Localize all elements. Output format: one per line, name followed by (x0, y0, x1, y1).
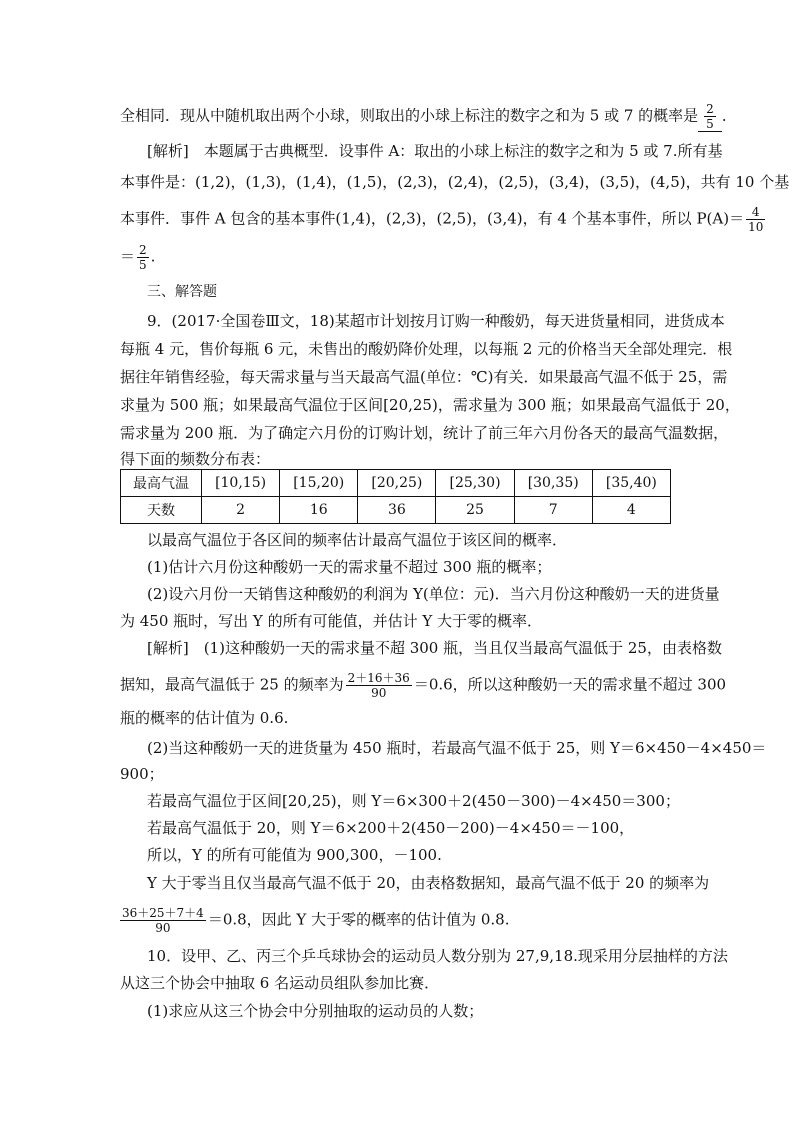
interval-cell: [35,40) (592, 470, 670, 497)
solution-line: [解析] (1)这种酸奶一天的需求量不超 300 瓶，当且仅当最高气温低于 25，由表格数 (147, 639, 722, 657)
table-row (121, 497, 671, 524)
fraction-numerator: 2＋16＋36 (347, 671, 410, 685)
solution-line: [解析] 本题属于古典概型．设事件 A：取出的小球上标注的数字之和为 5 或 7.所有基 (147, 142, 723, 160)
interval-cell: [30,35) (514, 470, 592, 497)
solution-text: ＝0.6，所以这种酸奶一天的需求量不超过 300 (413, 675, 727, 694)
question-line: 9．(2017·全国卷Ⅲ文，18)某超市计划按月订购一种酸奶，每天进货量相同，进货成本 (147, 312, 725, 330)
solution-line: 瓶的概率的估计值为 0.6. (120, 709, 289, 727)
question-line: 为 450 瓶时，写出 Y 的所有可能值，并估计 Y 大于零的概率． (120, 612, 543, 630)
count-cell: 2 (202, 497, 280, 524)
fraction-numerator: 2 (706, 102, 714, 116)
solution-line: Y 大于零当且仅当最高气温不低于 20，由表格数据知，最高气温不低于 20 的频率为 (147, 874, 710, 892)
interval-cell: [10,15) (202, 470, 280, 497)
question-line: 得下面的频数分布表： (120, 450, 271, 468)
fraction-denominator: 5 (139, 258, 147, 272)
solution-text: ＝0.8，因此 Y 大于零的概率的估计值为 0.8. (207, 910, 510, 929)
frequency-fraction (120, 906, 206, 935)
table-header-row (121, 470, 671, 497)
equals-sign: ＝ (120, 247, 136, 266)
fraction-denominator: 90 (155, 921, 171, 935)
solution-line (120, 671, 726, 700)
fraction-numerator: 36＋25＋7＋4 (122, 906, 204, 920)
probability-fraction (137, 243, 149, 272)
solution-line: 本事件是：(1,2)，(1,3)，(1,4)，(1,5)，(2,3)，(2,4)，(2,5)，(3,4)，(3,5)，(4,5)，共有 10 个基 (120, 173, 790, 191)
q8-answer-blank (698, 102, 722, 132)
solution-line: 若最高气温低于 20，则 Y＝6×200＋2(450－200)－4×450＝－100， (147, 819, 635, 837)
count-cell: 25 (436, 497, 514, 524)
punctuation: . (150, 247, 156, 266)
probability-fraction (746, 205, 765, 234)
count-cell: 7 (514, 497, 592, 524)
solution-line: (2)当这种酸奶一天的进货量为 450 瓶时，若最高气温不低于 25，则 Y＝6×450－4×450＝ (147, 739, 767, 757)
count-cell: 36 (358, 497, 436, 524)
solution-line: 若最高气温位于区间[20,25)，则 Y＝6×300＋2(450－300)－4×450＝300； (147, 792, 680, 810)
interval-cell: [25,30) (436, 470, 514, 497)
question-line: 需求量为 200 瓶．为了确定六月份的订购计划，统计了前三年六月份各天的最高气温数据， (120, 424, 729, 442)
question-line: 每瓶 4 元，售价每瓶 6 元，未售出的酸奶降价处理，以每瓶 2 元的价格当天全部处理完．根 (120, 340, 733, 358)
sub-question: (1)求应从这三个协会中分别抽取的运动员的人数； (147, 1002, 484, 1020)
solution-line (120, 906, 510, 935)
question-line: 据往年销售经验，每天需求量与当天最高气温(单位：℃)有关．如果最高气温不低于 25，需 (120, 368, 728, 386)
question-line: 从这三个协会中抽取 6 名运动员组队参加比赛． (120, 974, 440, 992)
solution-line: 所以，Y 的所有可能值为 900,300，－100. (147, 846, 442, 864)
frequency-fraction (346, 671, 412, 700)
interval-cell: [15,20) (280, 470, 358, 497)
fraction-denominator: 10 (748, 220, 764, 234)
count-cell: 16 (280, 497, 358, 524)
q8-answer-fraction (704, 102, 716, 131)
count-cell: 4 (592, 497, 670, 524)
fraction-denominator: 5 (706, 117, 714, 131)
question-line: 10．设甲、乙、丙三个乒乓球协会的运动员人数分别为 27,9,18.现采用分层抽样的方法 (147, 947, 728, 965)
solution-line (120, 205, 767, 234)
table-row-label: 天数 (121, 497, 202, 524)
interval-cell: [20,25) (358, 470, 436, 497)
solution-text: 据知，最高气温低于 25 的频率为 (120, 675, 344, 694)
q8-question-text: 全相同．现从中随机取出两个小球，则取出的小球上标注的数字之和为 5 或 7 的概率是 (120, 106, 699, 125)
section-title: 三、解答题 (147, 284, 217, 300)
fraction-denominator: 90 (371, 686, 387, 700)
question-line: 以最高气温位于各区间的频率估计最高气温位于该区间的概率． (147, 531, 568, 549)
solution-line (120, 243, 155, 272)
sub-question: (2)设六月份一天销售这种酸奶的利润为 Y(单位：元)．当六月份这种酸奶一天的进货量 (147, 585, 720, 603)
sub-question: (1)估计六月份这种酸奶一天的需求量不超过 300 瓶的概率； (147, 558, 552, 576)
table-header-label: 最高气温 (121, 470, 202, 497)
frequency-table (120, 469, 671, 524)
question-line: 求量为 500 瓶；如果最高气温位于区间[20,25)，需求量为 300 瓶；如果最高气温低于 20， (120, 396, 740, 414)
fraction-numerator: 2 (139, 243, 147, 257)
solution-line: 900； (120, 765, 164, 783)
punctuation: ． (721, 106, 737, 125)
fraction-numerator: 4 (746, 205, 765, 220)
solution-text: 本事件．事件 A 包含的基本事件(1,4)，(2,3)，(2,5)，(3,4)，有 4 个基本事件，所以 P(A)＝ (120, 209, 745, 228)
q8-text-line (120, 102, 737, 132)
